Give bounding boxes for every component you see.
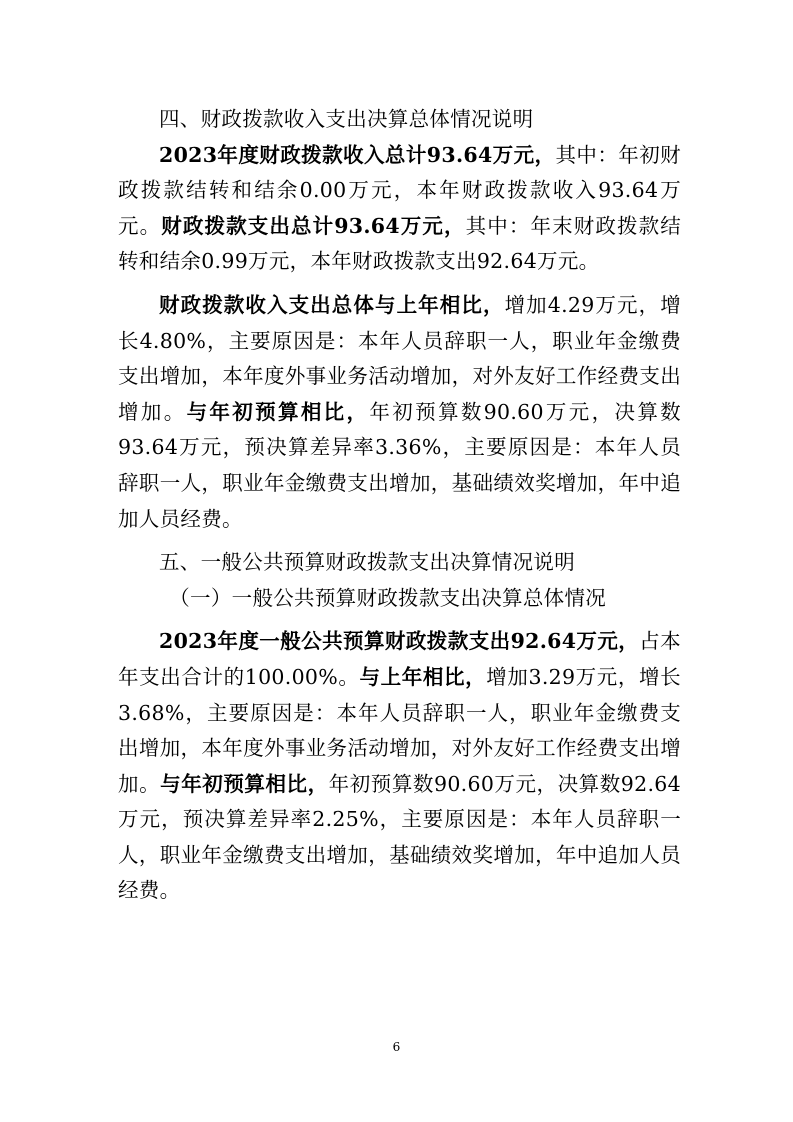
bold-phrase: 与年初预算相比， (160, 771, 329, 796)
section-4-paragraph-1 (118, 138, 681, 280)
body-text: 增加4.29万元，增长4.80%，主要原因是：本年人员辞职一人，职业年金缴费支出增加，本年度外事业务活动增加，对外友好工作经费支出增加。 (118, 292, 681, 424)
body-text: 占本年支出合计的100.00%。 (118, 629, 681, 689)
bold-phrase: 与上年相比， (359, 664, 487, 689)
body-text: 年初预算数90.60万元，决算数92.64万元，预决算差异率2.25%，主要原因是：本年人员辞职一人，职业年金缴费支出增加，基础绩效奖增加，年中追加人员经费。 (118, 771, 681, 903)
bold-phrase: 财政拨款收入支出总体与上年相比， (159, 292, 505, 317)
document-body (118, 102, 681, 909)
section-4-paragraph-2 (118, 288, 681, 537)
bold-phrase: 2023年度一般公共预算财政拨款支出92.64万元， (159, 629, 640, 654)
section-5-subheading: （一）一般公共预算财政拨款支出决算总体情况 (169, 585, 607, 610)
page-number: 6 (392, 1040, 401, 1054)
section-5-heading: 五、一般公共预算财政拨款支出决算情况说明 (159, 550, 575, 575)
body-text: 其中：年末财政拨款结转和结余0.99万元，本年财政拨款支出92.64万元。 (118, 213, 682, 274)
section-5-paragraph-1 (118, 624, 681, 909)
body-text: 其中：年初财政拨款结转和结余0.00万元，本年财政拨款收入93.64万元。 (118, 142, 681, 238)
bold-phrase: 财政拨款支出总计93.64万元， (161, 213, 466, 238)
bold-phrase: 2023年度财政拨款收入总计93.64万元， (159, 142, 556, 167)
bold-phrase: 与年初预算相比， (186, 399, 370, 424)
section-4-heading: 四、财政拨款收入支出决算总体情况说明 (159, 107, 534, 131)
body-text: 年初预算数90.60万元，决算数93.64万元，预决算差异率3.36%，主要原因是：本年人员辞职一人，职业年金缴费支出增加，基础绩效奖增加，年中追加人员经费。 (118, 399, 681, 531)
body-text: 增加3.29万元，增长3.68%，主要原因是：本年人员辞职一人，职业年金缴费支出增加，本年度外事业务活动增加，对外友好工作经费支出增加。 (118, 664, 681, 796)
